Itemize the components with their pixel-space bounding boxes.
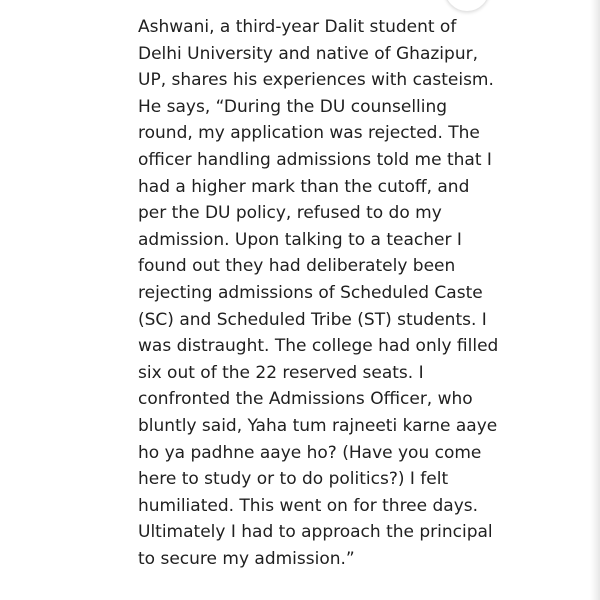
text-line: bluntly said, Yaha tum rajneeti karne aaye: [138, 415, 498, 436]
text-line: here to study or to do politics?) I felt: [138, 469, 449, 490]
text-line: Ashwani, a third-year Dalit student of: [138, 17, 457, 37]
text-line: to secure my admission.”: [138, 548, 355, 569]
text-line: rejecting admissions of Scheduled Caste: [138, 282, 483, 303]
text-line: Delhi University and native of Ghazipur,: [138, 43, 478, 64]
text-line: six out of the 22 reserved seats. I: [138, 362, 424, 383]
text-line: had a higher mark than the cutoff, and: [138, 176, 470, 197]
text-line: (SC) and Scheduled Tribe (ST) students. I: [138, 309, 487, 330]
text-line: Ultimately I had to approach the principal: [138, 522, 493, 543]
text-line: UP, shares his experiences with casteism.: [138, 70, 494, 91]
corner-circle-button[interactable]: [444, 0, 490, 12]
text-line: admission. Upon talking to a teacher I: [138, 229, 462, 250]
text-line: confronted the Admissions Officer, who: [138, 389, 473, 410]
text-line: was distraught. The college had only filled: [138, 336, 499, 357]
text-line: per the DU policy, refused to do my: [138, 203, 442, 224]
text-line: humiliated. This went on for three days.: [138, 495, 479, 516]
text-line: ho ya padhne aaye ho? (Have you come: [138, 442, 482, 463]
text-line: He says, “During the DU counselling: [138, 96, 448, 117]
text-line: officer handling admissions told me that I: [138, 149, 492, 170]
page-edge-shadow: [590, 0, 600, 600]
text-line: found out they had deliberately been: [138, 256, 456, 277]
quote-text-block: [138, 14, 498, 572]
text-line: round, my application was rejected. The: [138, 123, 480, 144]
